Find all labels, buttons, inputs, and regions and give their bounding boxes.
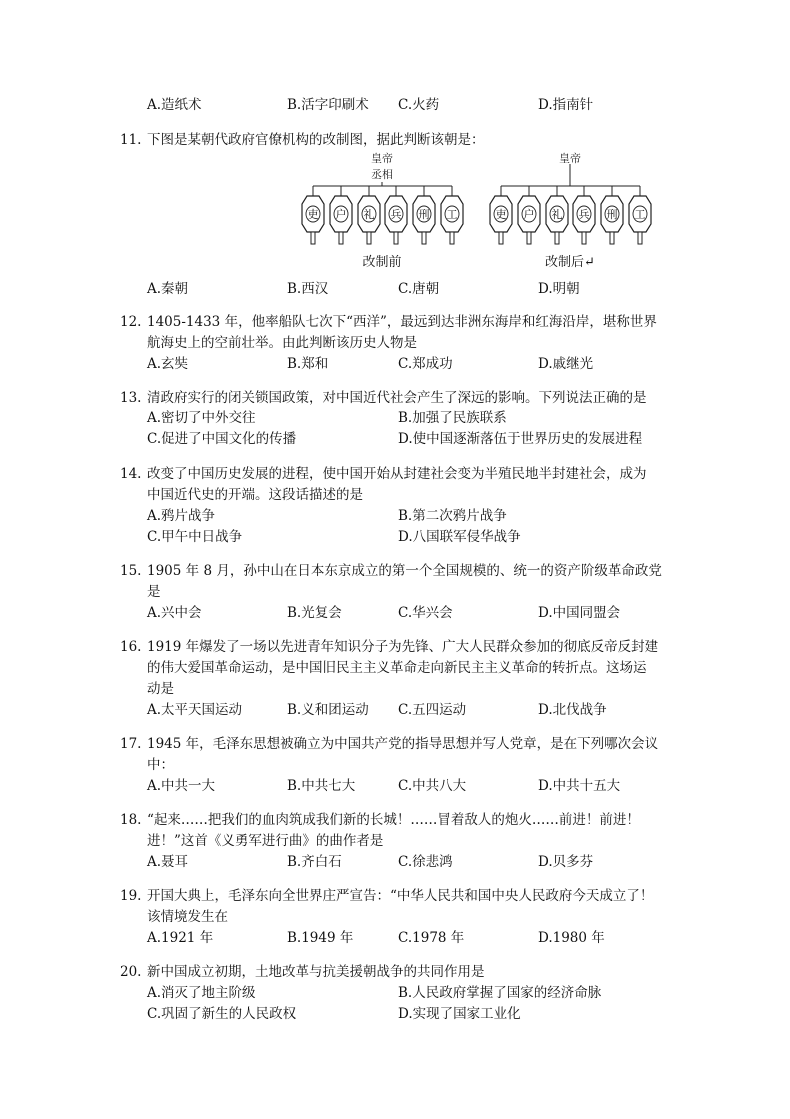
ministry-node (330, 186, 352, 244)
option-c: C.巩固了新生的人民政权 (147, 1006, 297, 1022)
option-c: C.促进了中国文化的传播 (147, 431, 297, 447)
option-d: D.1980 年 (538, 930, 605, 946)
ministries-after (490, 186, 651, 244)
option-b: B.西汉 (287, 281, 329, 297)
option-a: A.玄奘 (147, 356, 189, 372)
option-a: A.1921 年 (147, 930, 214, 946)
question-number: 11. (120, 132, 142, 148)
ministry-label: 工 (634, 208, 646, 221)
option-a: A.鸦片战争 (147, 508, 216, 524)
option-b: B.中共七大 (287, 778, 356, 794)
option-d: D.戚继光 (538, 356, 594, 372)
option-b: B.人民政府掌握了国家的经济命脉 (398, 985, 602, 1001)
question-stem-line-2: 是 (147, 584, 161, 600)
option-b: B.活字印刷术 (287, 97, 369, 113)
question-stem-line-2: 中国近代史的开端。这段话描述的是 (147, 487, 363, 503)
emperor-label-before: 皇帝 (371, 152, 393, 165)
option-c: C.徐悲鸿 (398, 854, 453, 870)
ministry-node (518, 186, 540, 244)
question-number: 16. (120, 639, 142, 655)
question-stem-line-2: 进！”这首《义勇军进行曲》的曲作者是 (147, 833, 384, 849)
chancellor-label: 丞相 (371, 168, 393, 181)
ministry-node (490, 186, 512, 244)
question-stem-line-1: 1405-1433 年，他率船队七次下“西洋”，最远到达非洲东海岸和红海沿岸，堪称世界 (147, 314, 657, 330)
question-number: 13. (120, 390, 142, 406)
option-b: B.义和团运动 (287, 702, 369, 718)
option-c: C.郑成功 (398, 356, 453, 372)
question-number: 12. (120, 314, 142, 330)
option-d: D.中国同盟会 (538, 605, 621, 621)
option-c: C.1978 年 (398, 930, 465, 946)
option-d: D.八国联军侵华战争 (398, 529, 521, 545)
option-a: A.中共一大 (147, 778, 216, 794)
question-stem-line-1: 清政府实行的闭关锁国政策，对中国近代社会产生了深远的影响。下列说法正确的是 (147, 390, 647, 406)
ministry-label: 礼 (363, 208, 375, 221)
diagram-before (313, 182, 452, 186)
option-c: C.甲午中日战争 (147, 529, 243, 545)
option-d: D.贝多芬 (538, 854, 594, 870)
question-stem-line-1: “起来……把我们的血肉筑成我们新的长城！……冒着敌人的炮火……前进！前进！ (147, 812, 640, 828)
ministry-label: 吏 (307, 208, 319, 221)
caption-before: 改制前 (362, 255, 402, 270)
question-number: 14. (120, 466, 142, 482)
ministry-label: 工 (446, 208, 458, 221)
option-d: D.指南针 (538, 97, 594, 113)
option-a: A.密切了中外交往 (147, 410, 256, 426)
option-d: D.使中国逐渐落伍于世界历史的发展进程 (398, 431, 643, 447)
ministry-node (441, 186, 463, 244)
question-number: 19. (120, 888, 142, 904)
question-stem-line-1: 1945 年，毛泽东思想被确立为中国共产党的指导思想并写人党章，是在下列哪次会议 (147, 736, 659, 752)
ministry-node (573, 186, 595, 244)
option-c: C.华兴会 (398, 605, 453, 621)
option-b: B.光复会 (287, 605, 342, 621)
option-a: A.兴中会 (147, 605, 202, 621)
option-c: C.中共八大 (398, 778, 467, 794)
question-stem-line-2: 的伟大爱国革命运动，是中国旧民主主义革命走向新民主主义革命的转折点。这场运 (147, 660, 647, 676)
question-stem-line-2: 该情境发生在 (147, 909, 228, 925)
option-d: D.中共十五大 (538, 778, 621, 794)
option-d: D.明朝 (538, 281, 580, 297)
ministry-label: 刑 (418, 208, 430, 221)
ministry-node (385, 186, 407, 244)
option-b: B.齐白石 (287, 854, 342, 870)
question-stem-line-1: 1919 年爆发了一场以先进青年知识分子为先锋、广大人民群众参加的彻底反帝反封建 (147, 639, 659, 655)
question-number: 18. (120, 812, 142, 828)
ministry-label: 户 (335, 208, 347, 221)
option-a: A.聂耳 (147, 854, 189, 870)
ministry-label: 兵 (390, 208, 402, 221)
question-stem-line-1: 改变了中国历史发展的进程，使中国开始从封建社会变为半殖民地半封建社会，成为 (147, 466, 647, 482)
caption-after: 改制后↵ (545, 255, 595, 270)
question-stem-line-2: 中： (147, 757, 174, 773)
question-number: 17. (120, 736, 142, 752)
ministry-label: 礼 (551, 208, 563, 221)
option-b: B.加强了民族联系 (398, 410, 507, 426)
option-a: A.造纸术 (147, 97, 202, 113)
ministry-label: 户 (523, 208, 535, 221)
question-stem-line-1: 1905 年 8 月，孙中山在日本东京成立的第一个全国规模的、统一的资产阶级革命政党 (147, 563, 662, 579)
option-a: A.太平天国运动 (147, 702, 243, 718)
question-number: 20. (120, 964, 142, 980)
diagram-after (501, 164, 640, 186)
option-b: B.1949 年 (287, 930, 354, 946)
option-b: B.第二次鸦片战争 (398, 508, 507, 524)
ministry-label: 刑 (606, 208, 618, 221)
option-d: D.北伐战争 (538, 702, 607, 718)
option-c: C.火药 (398, 97, 440, 113)
question-stem-line-1: 新中国成立初期，土地改革与抗美援朝战争的共同作用是 (147, 964, 485, 980)
bureaucracy-reform-diagram (296, 152, 656, 274)
question-stem-line-3: 动是 (147, 681, 174, 697)
option-b: B.郑和 (287, 356, 329, 372)
ministries-before (302, 186, 463, 244)
option-a: A.秦朝 (147, 281, 189, 297)
option-c: C.五四运动 (398, 702, 467, 718)
ministry-node (302, 186, 324, 244)
option-c: C.唐朝 (398, 281, 440, 297)
question-stem-line-1: 开国大典上，毛泽东向全世界庄严宣告：“中华人民共和国中央人民政府今天成立了！ (147, 888, 654, 904)
option-d: D.实现了国家工业化 (398, 1006, 521, 1022)
ministry-node (601, 186, 623, 244)
ministry-node (358, 186, 380, 244)
ministry-node (546, 186, 568, 244)
ministry-node (629, 186, 651, 244)
question-number: 15. (120, 563, 142, 579)
question-stem: 下图是某朝代政府官僚机构的改制图，据此判断该朝是： (147, 132, 485, 148)
ministry-label: 吏 (495, 208, 507, 221)
ministry-node (413, 186, 435, 244)
question-stem-line-2: 航海史上的空前壮举。由此判断该历史人物是 (147, 335, 417, 351)
emperor-label-after: 皇帝 (559, 152, 581, 165)
ministry-label: 兵 (578, 208, 590, 221)
option-a: A.消灭了地主阶级 (147, 985, 256, 1001)
